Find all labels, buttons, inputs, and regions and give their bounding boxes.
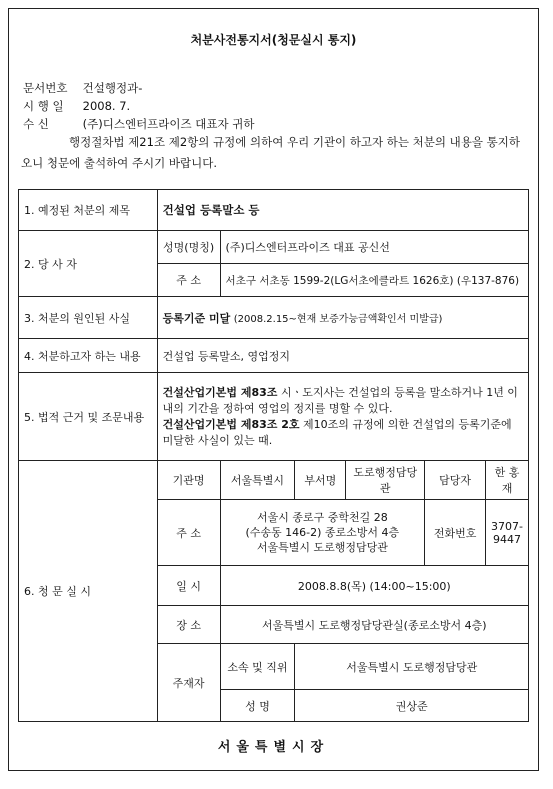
issuer-signature: 서울특별시장 (217, 740, 330, 755)
document-title: 처분사전통지서(청문실시 통지) (190, 33, 357, 47)
row6-label: 6. 청 문 실 시 (19, 461, 158, 722)
hearing-address-value (220, 500, 425, 566)
host-dept-label: 소속 및 직위 (220, 644, 295, 690)
date-label: 시 행 일 (23, 99, 64, 113)
dept-label: 부서명 (295, 461, 346, 500)
row-title (19, 190, 529, 231)
row1-label: 1. 예정된 처분의 제목 (19, 190, 158, 231)
row4-label: 4. 처분하고자 하는 내용 (19, 339, 158, 373)
hearing-address-line2: (수송동 146-2) 종로소방서 4층 (245, 526, 400, 539)
party-name-value: (주)디스엔터프라이즈 대표 공신선 (220, 231, 528, 264)
host-name-value: 권상준 (295, 690, 529, 722)
law-clause-1-title: 건설산업기본법 제83조 (162, 385, 278, 399)
row5-label: 5. 법적 근거 및 조문내용 (19, 373, 158, 461)
hearing-place-value: 서울특별시 도로행정담당관실(종로소방서 4층) (220, 606, 528, 644)
date-value: 2008. 7. (82, 99, 131, 113)
person-value: 한 홍 재 (486, 461, 529, 500)
party-name-label: 성명(명칭) (157, 231, 220, 264)
row3-label: 3. 처분의 원인된 사실 (19, 297, 158, 339)
notice-table (18, 189, 529, 722)
hearing-address-label: 주 소 (157, 500, 220, 566)
law-clause-1-text: 시ㆍ도지사는 건설업의 등록을 말소하거나 1년 이내의 기간을 정하여 영업의 정지를 명할 수 있다. (162, 385, 518, 415)
dept-value: 도로행정담당관 (346, 461, 425, 500)
intro-paragraph: 행정절차법 제21조 제2항의 규정에 의하여 우리 기관이 하고자 하는 처분의 내용을 통지하오니 청문에 출석하여 주시기 바랍니다. (21, 135, 520, 170)
doc-number-label: 문서번호 (23, 81, 68, 95)
law-clause-2-text: 제10조의 규정에 의한 건설업의 등록기준에 미달한 사실이 있는 때. (162, 417, 512, 447)
row3-value-detail: (2008.2.15~현재 보증가능금액확인서 미발급) (233, 313, 443, 325)
doc-number-value: 건설행정과- (82, 81, 143, 95)
hearing-address-line1: 서울시 종로구 중학천길 28 (256, 511, 388, 524)
agency-label: 기관명 (157, 461, 220, 500)
party-address-value: 서초구 서초동 1599-2(LG서초에클라트 1626호) (우137-876) (220, 264, 528, 297)
row3-value-bold: 등록기준 미달 (162, 311, 231, 325)
party-address-label: 주 소 (157, 264, 220, 297)
doc-number-line (23, 79, 142, 97)
agency-value: 서울특별시 (220, 461, 295, 500)
date-line (23, 97, 130, 115)
row5-value (157, 373, 528, 461)
phone-value: 3707-9447 (486, 500, 529, 566)
row1-value: 건설업 등록말소 등 (157, 190, 528, 231)
hearing-date-value: 2008.8.8(목) (14:00~15:00) (220, 566, 528, 606)
hearing-place-label: 장 소 (157, 606, 220, 644)
host-name-label: 성 명 (220, 690, 295, 722)
host-label: 주재자 (157, 644, 220, 722)
document-page (8, 8, 539, 771)
hearing-date-label: 일 시 (157, 566, 220, 606)
phone-label: 전화번호 (425, 500, 486, 566)
recipient-value: (주)디스엔터프라이즈 대표자 귀하 (82, 117, 255, 131)
person-label: 담당자 (425, 461, 486, 500)
row2-label: 2. 당 사 자 (19, 231, 158, 297)
hearing-address-line3: 서울특별시 도로행정담당관 (256, 541, 388, 554)
law-clause-1 (163, 385, 523, 417)
law-clause-2-title: 건설산업기본법 제83조 2호 (162, 417, 300, 431)
recipient-line (23, 115, 254, 133)
row4-value: 건설업 등록말소, 영업정지 (157, 339, 528, 373)
law-clause-2 (163, 417, 523, 449)
row3-value (157, 297, 528, 339)
recipient-label: 수 신 (23, 117, 49, 131)
host-dept-value: 서울특별시 도로행정담당관 (295, 644, 529, 690)
